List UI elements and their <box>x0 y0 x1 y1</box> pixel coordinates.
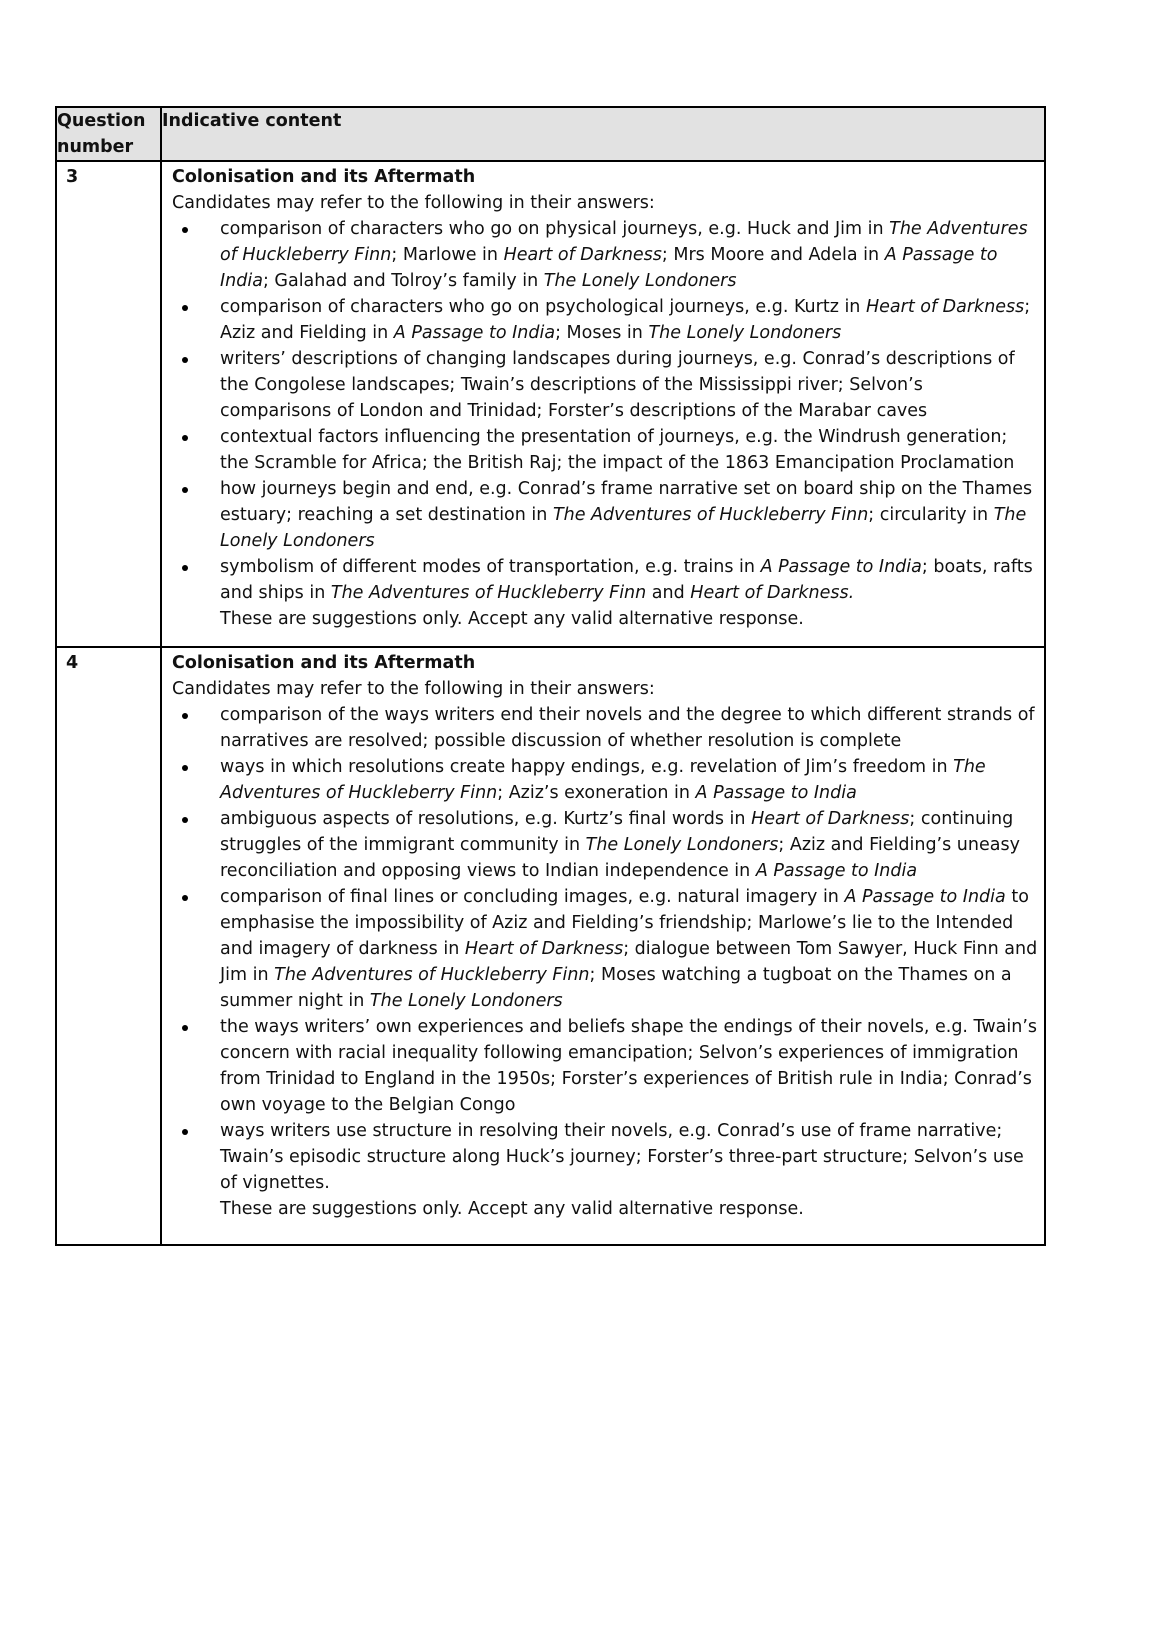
bullet-icon <box>182 227 188 233</box>
bullet-icon <box>182 487 188 493</box>
bullet-icon <box>182 1025 188 1031</box>
closing-note: These are suggestions only. Accept any valid alternative response. <box>220 1199 804 1219</box>
bullet-item <box>172 346 1038 424</box>
bullet-text: and <box>646 583 691 603</box>
bullet-text: comparison of characters who go on psychological journeys, e.g. Kurtz in <box>220 297 866 317</box>
bullet-item <box>172 476 1038 554</box>
bullet-item <box>172 1014 1038 1118</box>
bullet-item <box>172 1118 1038 1196</box>
mark-scheme-table <box>55 106 1046 1246</box>
book-title: A Passage to India <box>844 887 1006 907</box>
bullet-text: to emphasise the impossibility of Aziz and Fielding’s friendship; Marlowe’s lie to the Intended and imagery of darkness in <box>220 887 1029 959</box>
bullet-text: comparison of characters who go on physical journeys, e.g. Huck and Jim in <box>220 219 890 239</box>
indicative-content-cell <box>161 647 1045 1245</box>
book-title: A Passage to India <box>695 783 857 803</box>
bullet-icon <box>182 1129 188 1135</box>
bullet-icon <box>182 765 188 771</box>
book-title: The Adventures of Huckleberry Finn <box>220 757 986 803</box>
bullet-text: ; Aziz and Fielding in <box>220 297 1031 343</box>
bullet-text: ambiguous aspects of resolutions, e.g. Kurtz’s final words in <box>220 809 752 829</box>
bullet-text: the ways writers’ own experiences and beliefs shape the endings of their novels, e.g. Twain’s concern with racial inequality following emancipation; Selvon’s experiences of immigration from Trinidad to England in the 1950s; Forster’s experiences of British rule in India; Conrad’s own voyage to the Belgian Congo <box>220 1017 1038 1115</box>
bullet-item <box>172 424 1038 476</box>
bullet-text: ; Marlowe in <box>391 245 504 265</box>
bullet-text: ; continuing struggles of the immigrant community in <box>220 809 1014 855</box>
bullet-text: ; boats, rafts and ships in <box>220 557 1033 603</box>
bullet-text: comparison of final lines or concluding images, e.g. natural imagery in <box>220 887 845 907</box>
bullet-list <box>172 216 1038 606</box>
document-page <box>55 106 1044 1246</box>
bullet-text: ; circularity in <box>868 505 994 525</box>
book-title: The Adventures of Huckleberry Finn <box>274 965 590 985</box>
intro-text: Candidates may refer to the following in their answers: <box>172 193 655 213</box>
book-title: The Lonely Londoners <box>369 991 563 1011</box>
bullet-item <box>172 294 1038 346</box>
book-title: Heart of Darkness. <box>690 583 855 603</box>
bullet-text: writers’ descriptions of changing landscapes during journeys, e.g. Conrad’s descriptions of the Congolese landscapes; Twain’s descriptions of the Mississippi river; Selvon’s comparisons of London and Trinidad; Forster’s descriptions of the Marabar caves <box>220 349 1015 421</box>
bullet-text: ways writers use structure in resolving their novels, e.g. Conrad’s use of frame narrative; Twain’s episodic structure along Huck’s journey; Forster’s three-part structure; Selvon’s use of vignettes. <box>220 1121 1024 1193</box>
bullet-text: ; Moses watching a tugboat on the Thames on a summer night in <box>220 965 1012 1011</box>
bullet-icon <box>182 305 188 311</box>
book-title: Heart of Darkness <box>464 939 624 959</box>
bullet-icon <box>182 435 188 441</box>
closing-note: These are suggestions only. Accept any valid alternative response. <box>220 609 804 629</box>
table-header-row <box>56 107 1045 161</box>
bullet-list <box>172 702 1038 1196</box>
book-title: A Passage to India <box>755 861 918 881</box>
table-row <box>56 647 1045 1245</box>
section-title: Colonisation and its Aftermath <box>172 167 476 187</box>
bullet-icon <box>182 357 188 363</box>
column-header-indicative-content: Indicative content <box>161 107 1045 161</box>
bullet-text: ; Aziz and Fielding’s uneasy reconciliation and opposing views to Indian independence in <box>220 835 1020 881</box>
column-header-question-number: Question number <box>56 107 161 161</box>
book-title: A Passage to India <box>760 557 922 577</box>
bullet-item <box>172 554 1038 606</box>
book-title: The Lonely Londoners <box>585 835 779 855</box>
book-title: The Lonely Londoners <box>543 271 737 291</box>
bullet-item <box>172 216 1038 294</box>
bullet-text: how journeys begin and end, e.g. Conrad’s frame narrative set on board ship on the Thames estuary; reaching a set destination in <box>220 479 1033 525</box>
bullet-text: contextual factors influencing the presentation of journeys, e.g. the Windrush generation; the Scramble for Africa; the British Raj; the impact of the 1863 Emancipation Proclamation <box>220 427 1015 473</box>
bullet-icon <box>182 713 188 719</box>
bullet-text: ; Aziz’s exoneration in <box>497 783 696 803</box>
bullet-icon <box>182 817 188 823</box>
bullet-item <box>172 884 1038 1014</box>
bullet-text: ; Mrs Moore and Adela in <box>661 245 885 265</box>
bullet-icon <box>182 895 188 901</box>
book-title: The Adventures of Huckleberry Finn <box>552 505 869 525</box>
question-number: 4 <box>56 647 161 1245</box>
bullet-item <box>172 754 1038 806</box>
bullet-icon <box>182 565 188 571</box>
book-title: The Lonely Londoners <box>220 505 1027 551</box>
intro-text: Candidates may refer to the following in their answers: <box>172 679 655 699</box>
indicative-content-cell <box>161 161 1045 647</box>
bullet-item <box>172 702 1038 754</box>
bullet-text: symbolism of different modes of transportation, e.g. trains in <box>220 557 761 577</box>
book-title: A Passage to India <box>393 323 556 343</box>
book-title: The Lonely Londoners <box>648 323 842 343</box>
bullet-text: ; Galahad and Tolroy’s family in <box>262 271 544 291</box>
bullet-text: comparison of the ways writers end their novels and the degree to which different strands of narratives are resolved; possible discussion of whether resolution is complete <box>220 705 1035 751</box>
question-number: 3 <box>56 161 161 647</box>
table-row <box>56 161 1045 647</box>
book-title: Heart of Darkness <box>751 809 910 829</box>
bullet-text: ; dialogue between Tom Sawyer, Huck Finn and Jim in <box>220 939 1038 985</box>
section-title: Colonisation and its Aftermath <box>172 653 476 673</box>
book-title: A Passage to India <box>220 245 998 291</box>
book-title: The Adventures of Huckleberry Finn <box>220 219 1028 265</box>
book-title: Heart of Darkness <box>503 245 662 265</box>
book-title: The Adventures of Huckleberry Finn <box>330 583 647 603</box>
bullet-text: ways in which resolutions create happy endings, e.g. revelation of Jim’s freedom in <box>220 757 954 777</box>
bullet-item <box>172 806 1038 884</box>
bullet-text: ; Moses in <box>555 323 649 343</box>
book-title: Heart of Darkness <box>865 297 1025 317</box>
